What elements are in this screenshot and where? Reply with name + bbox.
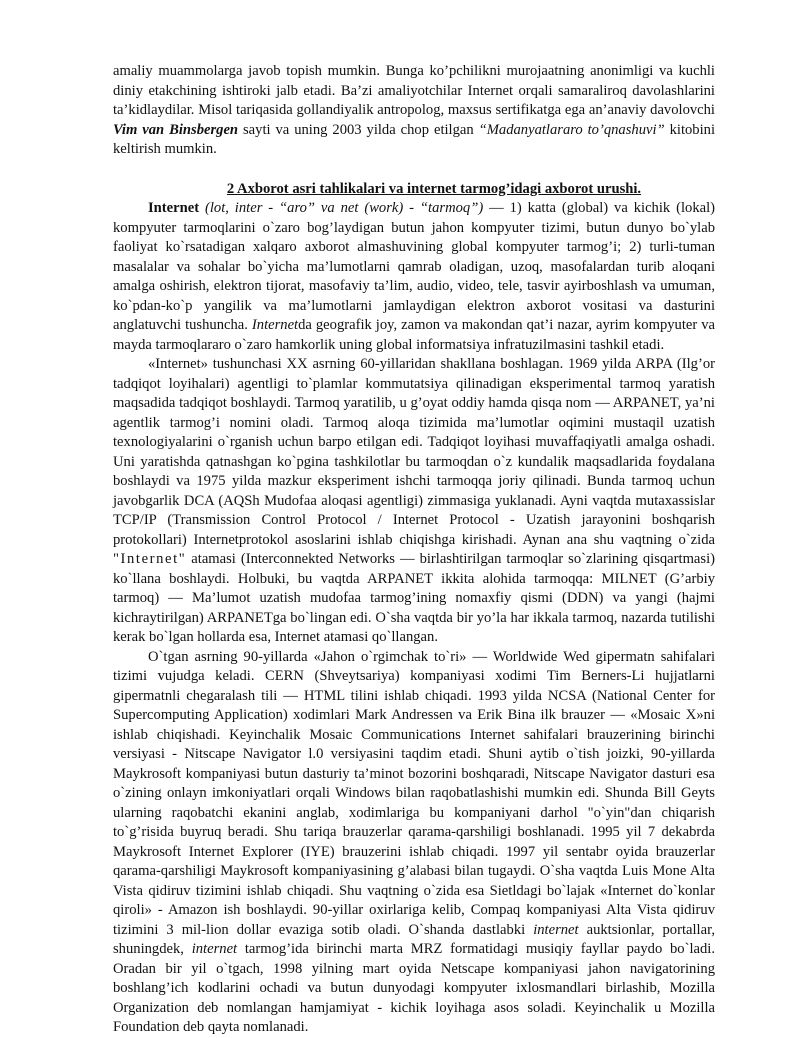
history-text-1: «Internet» tushunchasi XX asrning 60-yillaridan shakllana boshlagan. 1969 yilda ARPA (Ilg’or tadqiqot loyihalari) agentligi to`plamlar kommutatsiya qilinadigan eksperimental tarmoq yaratish maqsadida tadqiqot boshlaydi. Tarmoq yaratilib, u g’oyat oddiy hamda qisqa nom — ARPANET, ya’ni agentlik tarmog’i nomini oladi. Tarmoq aloqa tizimida ma’lumotlar oqimini mustaqil uzatish texnologiyalarini o`rganish uchun barpo etilgan edi. Tadqiqot loyihasi muvaffaqiyatli amalga oshadi. Uni yaratishda qatnashgan ko`pgina tashkilotlar bu tarmoqdan o`z kundalik maqsadlarida foydalana boshlaydi va 1975 yilda mazkur eksperiment ishchi tarmoqqa joriy qilinadi. Bunda tarmoq uchun javobgarlik DCA (AQSh Mudofaa aloqasi agentligi) zimmasiga yuklanadi. Ayni vaqtda mutaxassislar TCP/IP (Transmission Control Protocol / Internet Protocol - Uzatish jarayonini boshqarish protokollari) Internetprotokol asoslarini ishlab chiqishga kirishadi. Aynan ana shu vaqtning o`zida [113,356,715,548]
term-etymology: (lot, inter - “aro” va net (work) - “tarmoq”) [199,200,484,216]
book-title: “Madanyatlararo to’qnashuvi” [478,121,665,138]
intro-text-3: kitobini keltirish mumkin. [113,121,716,157]
internet-italic-2: internet [191,941,238,957]
term-internet: Internet [148,200,200,216]
www-text-3: tarmog’ida birinchi marta MRZ formatidagi musiqiy fayllar paydo bo`ladi. Oradan bir yil o`tgach, 1998 yilning mart oyida Netscape kompaniyasi jahon navigatorining boshlang’ich kodlarini ochadi va butun dunyodagi kompyuter ixlosmandlari birlashib, Mozilla Organization deb nomlangan hamjamiyat - kichik loyihaga asos soladi. Keyinchalik u Mozilla Foundation deb qayta nomlanadi. [113,941,715,1035]
www-text-2: auktsionlar, portallar, shuningdek, [113,921,716,957]
internet-spaced-term: "Internet" [113,551,187,567]
definition-text-1: — 1) katta (global) va kichik (lokal) kompyuter tarmoqlarini o`zaro bog’laydigan butun jahon kompyuter tizimi, butun dunyo bo`ylab faoliyat ko`rsatadigan xalqaro axborot almashuvining global kompyuter tarmog’i; 2) turli-tuman masalalar va sohalar bo`yicha ma’lumotlarni qamrab oladigan, uzoq, masofalardan turib aloqani amalga oshirish, elektron tijorat, masofaviy ta’lim, audio, video, tele, tasvir ayirboshlash va umuman, ko`pdan-ko`p yangilik va ma’lumotlarni jamlaydigan elektron axborot vositasi va dasturini anglatuvchi tushuncha. [113,200,716,333]
intro-text-2: sayti va uning 2003 yilda chop etilgan [238,121,479,138]
intro-paragraph [113,62,715,160]
history-text-2: atamasi (Interconnekted Networks — birlashtirilgan tarmoqlar so`zlarining qisqartmasi) ko`llana boshlaydi. Holbuki, bu vaqtda ARPANET ikkita alohida tarmoqqa: MILNET (G’arbiy tarmoq) — Ma’lumot uzatish mudofaa tarmog’ining nomaxfiy qismi (DDN) va yangi (hajmi kichraytirilgan) ARPANETga bo`lingan edi. O`sha vaqtda bir yo’la har ikkala tarmoq, nazarda tutilishi kerak bo`lgan hollarda esa, Internet atamasi qo`llangan. [113,551,715,645]
term-internet-italic: Internet [251,317,299,333]
section-heading: 2 Axborot asri tahlikalari va internet tarmog’idagi axborot urushi. [226,180,642,197]
intro-text-1: amaliy muammolarga javob topish mumkin. Bunga ko’pchilikni murojaatning anonimligi va kuchli diniy etakchining ishtiroki jalb etadi. Ba’zi amaliyotchilar Internet orqali samaraliroq davolashlarini ta’kidlaydilar. Misol tariqasida gollandiyalik antropolog, maxsus sertifikatga ega an’anaviy davolovchi [113,63,715,118]
person-name: Vim van Binsbergen [113,121,239,138]
internet-definition-paragraph [113,199,715,355]
definition-text-2: da geografik joy, zamon va makondan qat’i nazar, ayrim kompyuter va mayda tarmoqlararo o`zaro hamkorlik uning global informatsiya infratuzilmasini tashkil etadi. [113,317,716,353]
www-paragraph [113,648,715,1038]
internet-italic-1: internet [533,921,579,938]
history-paragraph [113,355,715,648]
www-text-1: O`tgan asrning 90-yillarda «Jahon o`rgimchak to`ri» — Worldwide Wed gipermatn sahifalari tizimi vujudga keladi. CERN (Shveytsariya) kompaniyasi xodimi Tim Berners-Li hujjatlarni gipermatnli chegaralash tili — HTML tilini ishlab chiqadi. 1993 yilda NCSA (National Center for Supercomputing Application) xodimlari Mark Andressen va Erik Bina ilk brauzer — «Mosaic X»ni ishlab chiqishadi. Keyinchalik Mosaic Communications Internet sahifalari brauzerining birinchi versiyasi - Nitscape Navigator l.0 versiyasini taqdim etadi. Shuni aytib o`tish joizki, 90-yillarda Maykrosoft kompaniyasi butun dasturiy ta’minot bozorini boshqaradi, Nitscape Navigator dasturi esa o`zining onlayn imkoniyatlari orqali Windows bilan raqobatlashishi mumkin edi. Shunda Bill Geyts ularning raqobatchi ekanini anglab, xodimlariga bu kompaniyani darhol "o`yin"dan chiqarish to`g’risida buyruq beradi. Shu tariqa brauzerlar qarama-qarshiligi boshlanadi. 1995 yil 7 dekabrda Maykrosoft Internet Explorer (IYE) brauzerini ishlab chiqadi. 1997 yil sentabr oyida brauzerlar qarama-qarshiligi Maykrosoft kompaniyasining g’alabasi bilan tugaydi. O`sha vaqtda Luis Mone Alta Vista qidiruv tizimini ishlab chiqadi. Shu vaqtning o`zida esa Sietldagi bo`lajak «Internet do`konlar qiroli» - Amazon ish boshlaydi. 90-yillar oxirlariga kelib, Compaq kompaniyasi Alta Vista qidiruv tizimini 3 mil-lion dollar evaziga sotib oladi. O`shanda dastlabki [113,648,715,938]
